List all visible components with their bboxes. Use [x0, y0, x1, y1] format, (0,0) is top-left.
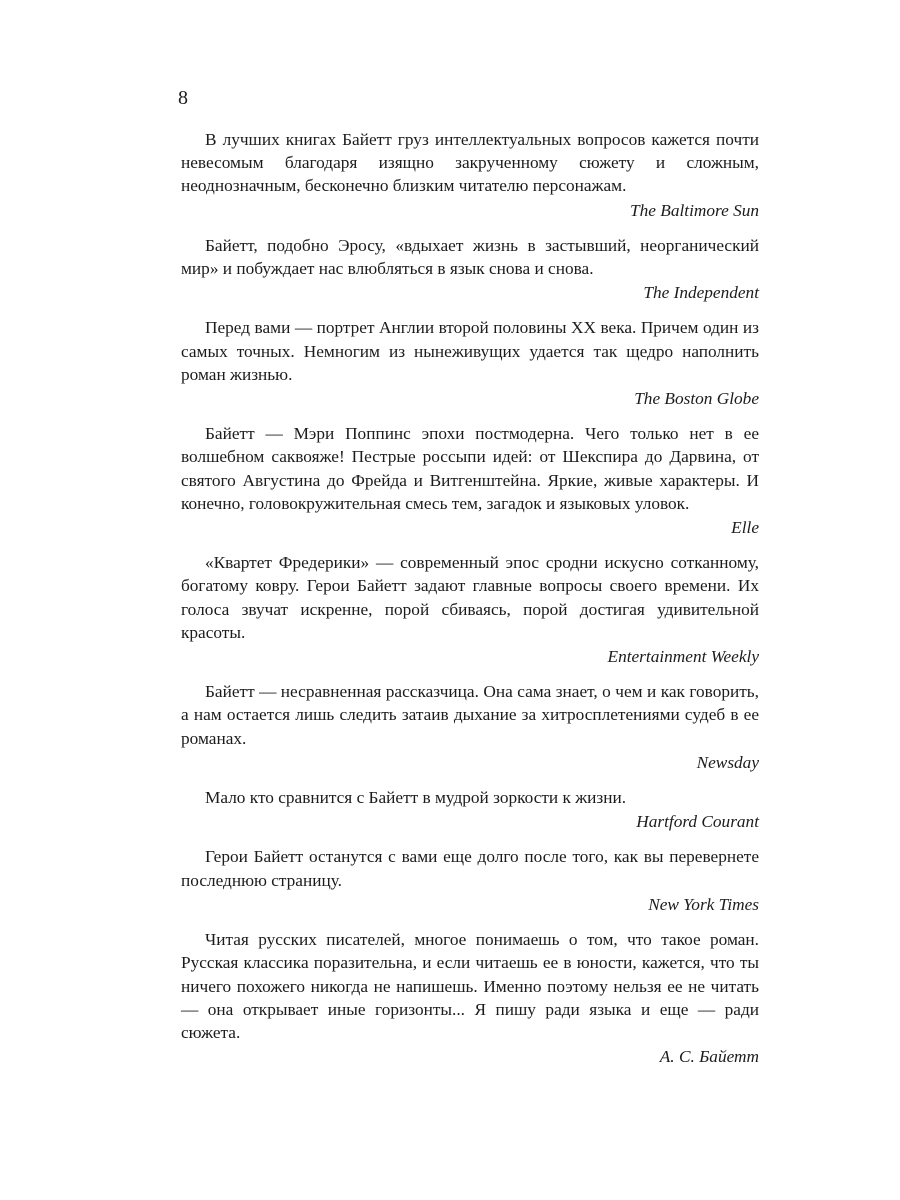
quote-source: А. С. Байетт [659, 1047, 759, 1067]
review-quote [181, 845, 759, 916]
quote-text: Мало кто сравнится с Байетт в мудрой зоркости к жизни. [205, 788, 627, 808]
review-quote [181, 786, 759, 833]
quote-text: В лучших книгах Байетт груз интеллектуальных вопросов кажется почти невесомым благодаря изящно закрученному сюжету и сложным, неоднозначным, бесконечно близким читателю персонажам. [181, 130, 759, 196]
quote-text: Байетт — несравненная рассказчица. Она сама знает, о чем и как говорить, а нам остается лишь следить затаив дыхание за хитросплетениями судеб в ее романах. [181, 682, 759, 748]
review-quote [181, 422, 759, 539]
quote-source: The Boston Globe [634, 389, 759, 409]
quote-source: The Independent [643, 283, 759, 303]
quote-text: Читая русских писателей, многое понимаешь о том, что такое роман. Русская классика поразительна, и если читаешь ее в юности, кажется, что ты ничего похожего никогда не напишешь. Именно поэтому нельзя ее не читать — она открывает иные горизонты... Я пишу ради языка и еще — ради сюжета. [181, 930, 759, 1042]
review-quote [181, 551, 759, 668]
quote-source: New York Times [648, 894, 759, 914]
review-quote [181, 316, 759, 410]
quote-text: Перед вами — портрет Англии второй половины XX века. Причем один из самых точных. Немногим из нынеживущих удается так щедро наполнить роман жизнью. [181, 318, 759, 384]
review-quote [181, 928, 759, 1068]
quote-text: Байетт, подобно Эросу, «вдыхает жизнь в застывший, неорганический мир» и побуждает нас влюбляться в язык снова и снова. [181, 235, 759, 279]
review-quote [181, 234, 759, 305]
review-quote [181, 680, 759, 774]
quote-source: Hartford Courant [636, 812, 759, 832]
quote-text: Байетт — Мэри Поппинс эпохи постмодерна. Чего только нет в ее волшебном саквояже! Пестрые россыпи идей: от Шекспира до Дарвина, от святого Августина до Фрейда и Витгенштейна. Яркие, живые характеры. И конечно, головокружительная смесь тем, загадок и языковых уловок. [181, 424, 759, 513]
quote-source: Newsday [696, 752, 759, 772]
quote-source: Entertainment Weekly [607, 647, 759, 667]
review-quote [181, 128, 759, 222]
quote-text: «Квартет Фредерики» — современный эпос сродни искусно сотканному, богатому ковру. Герои Байетт задают главные вопросы своего времени. Их голоса звучат искренне, порой сбиваясь, порой достигая удивительной красоты. [181, 553, 759, 642]
quote-text: Герои Байетт останутся с вами еще долго после того, как вы перевернете последнюю страницу. [181, 847, 759, 890]
page-number: 8 [178, 87, 188, 109]
quote-source: The Baltimore Sun [630, 200, 759, 220]
quote-source: Elle [731, 518, 759, 538]
review-quotes [181, 128, 759, 1068]
